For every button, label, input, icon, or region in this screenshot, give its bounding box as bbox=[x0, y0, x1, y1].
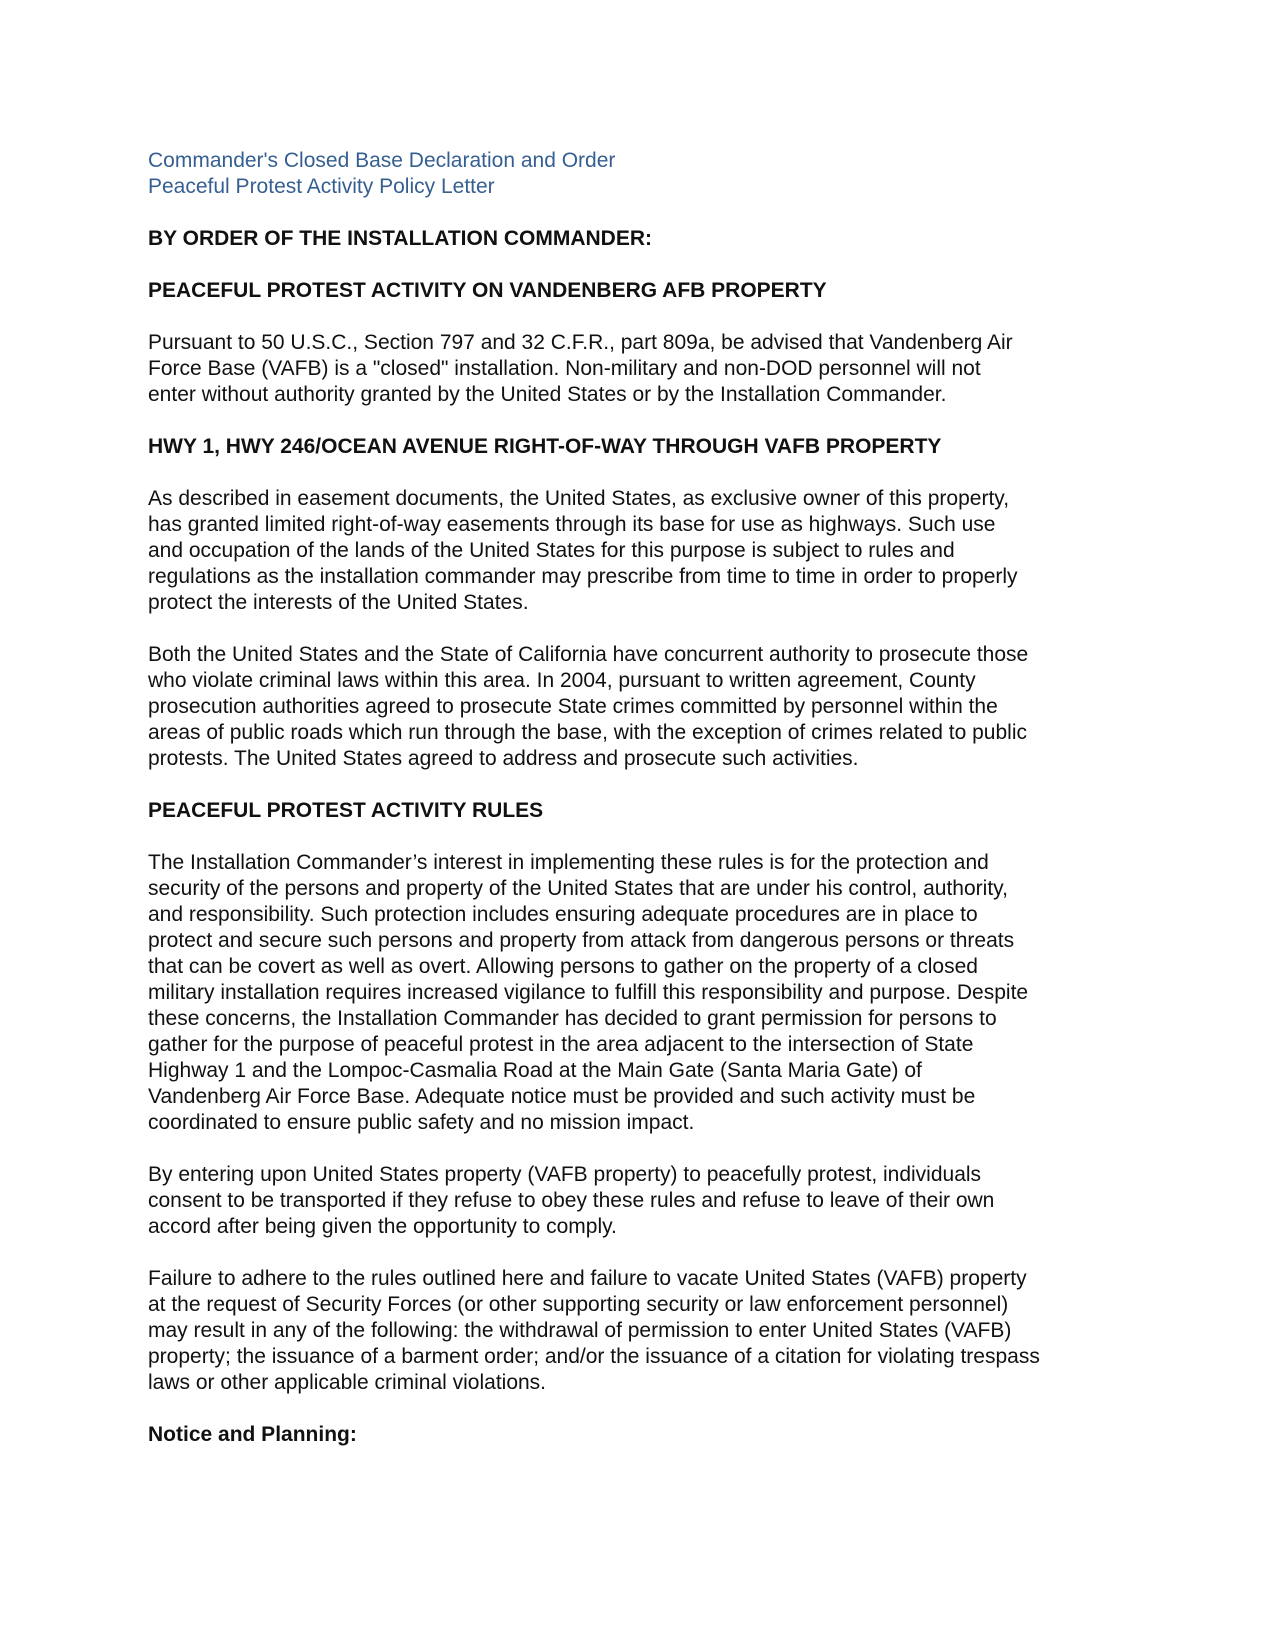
text-line: accord after being given the opportunity to comply. bbox=[148, 1215, 617, 1238]
heading-by-order: BY ORDER OF THE INSTALLATION COMMANDER: bbox=[148, 227, 652, 250]
text-line: gather for the purpose of peaceful protest in the area adjacent to the intersection of State bbox=[148, 1033, 974, 1056]
text-line: at the request of Security Forces (or other supporting security or law enforcement personnel) bbox=[148, 1293, 1009, 1316]
text-line: The Installation Commander’s interest in implementing these rules is for the protection and bbox=[148, 851, 989, 874]
text-line: Pursuant to 50 U.S.C., Section 797 and 32 C.F.R., part 809a, be advised that Vandenberg Air bbox=[148, 331, 1013, 354]
text-line: consent to be transported if they refuse to obey these rules and refuse to leave of their own bbox=[148, 1189, 995, 1212]
text-line: By entering upon United States property (VAFB property) to peacefully protest, individuals bbox=[148, 1163, 982, 1186]
text-line: these concerns, the Installation Commander has decided to grant permission for persons to bbox=[148, 1007, 997, 1030]
paragraph-consent bbox=[148, 1162, 1108, 1240]
paragraph-pursuant bbox=[148, 330, 1108, 408]
text-line: enter without authority granted by the United States or by the Installation Commander. bbox=[148, 383, 947, 406]
text-line: areas of public roads which run through the base, with the exception of crimes related to public bbox=[148, 721, 1027, 744]
text-line: Failure to adhere to the rules outlined here and failure to vacate United States (VAFB) property bbox=[148, 1267, 1027, 1290]
text-line: protect and secure such persons and property from attack from dangerous persons or threats bbox=[148, 929, 1015, 952]
text-line: coordinated to ensure public safety and no mission impact. bbox=[148, 1111, 695, 1134]
text-line: prosecution authorities agreed to prosecute State crimes committed by personnel within the bbox=[148, 695, 998, 718]
text-line: laws or other applicable criminal violations. bbox=[148, 1371, 547, 1394]
text-line: As described in easement documents, the United States, as exclusive owner of this property, bbox=[148, 487, 1010, 510]
text-line: Force Base (VAFB) is a "closed" installation. Non-military and non-DOD personnel will not bbox=[148, 357, 981, 380]
paragraph-failure-to-adhere bbox=[148, 1266, 1108, 1396]
text-line: protect the interests of the United States. bbox=[148, 591, 529, 614]
text-line: military installation requires increased vigilance to fulfill this responsibility and purpose. Despite bbox=[148, 981, 1029, 1004]
paragraph-commander-interest bbox=[148, 850, 1108, 1136]
text-line: may result in any of the following: the withdrawal of permission to enter United States (VAFB) bbox=[148, 1319, 1012, 1342]
text-line: security of the persons and property of the United States that are under his control, authority, bbox=[148, 877, 1008, 900]
text-line: protests. The United States agreed to address and prosecute such activities. bbox=[148, 747, 859, 770]
header-title: Commander's Closed Base Declaration and Order bbox=[148, 149, 616, 172]
heading-protest-activity: PEACEFUL PROTEST ACTIVITY ON VANDENBERG AFB PROPERTY bbox=[148, 279, 827, 302]
text-line: and responsibility. Such protection includes ensuring adequate procedures are in place to bbox=[148, 903, 978, 926]
header-subtitle: Peaceful Protest Activity Policy Letter bbox=[148, 175, 495, 198]
text-line: property; the issuance of a barment order; and/or the issuance of a citation for violating trespass bbox=[148, 1345, 1040, 1368]
text-line: regulations as the installation commander may prescribe from time to time in order to properly bbox=[148, 565, 1018, 588]
heading-notice-and-planning: Notice and Planning: bbox=[148, 1423, 357, 1446]
heading-highway-right-of-way: HWY 1, HWY 246/OCEAN AVENUE RIGHT-OF-WAY THROUGH VAFB PROPERTY bbox=[148, 435, 942, 458]
text-line: that can be covert as well as overt. Allowing persons to gather on the property of a closed bbox=[148, 955, 978, 978]
text-line: Highway 1 and the Lompoc-Casmalia Road at the Main Gate (Santa Maria Gate) of bbox=[148, 1059, 922, 1082]
text-line: and occupation of the lands of the United States for this purpose is subject to rules and bbox=[148, 539, 955, 562]
document-header bbox=[148, 148, 1108, 200]
text-line: has granted limited right-of-way easements through its base for use as highways. Such use bbox=[148, 513, 996, 536]
text-line: who violate criminal laws within this area. In 2004, pursuant to written agreement, County bbox=[148, 669, 976, 692]
paragraph-jurisdiction bbox=[148, 642, 1108, 772]
text-line: Both the United States and the State of California have concurrent authority to prosecute those bbox=[148, 643, 1029, 666]
heading-protest-rules: PEACEFUL PROTEST ACTIVITY RULES bbox=[148, 799, 544, 822]
paragraph-easement bbox=[148, 486, 1108, 616]
text-line: Vandenberg Air Force Base. Adequate notice must be provided and such activity must be bbox=[148, 1085, 976, 1108]
document-content bbox=[148, 148, 1108, 1474]
